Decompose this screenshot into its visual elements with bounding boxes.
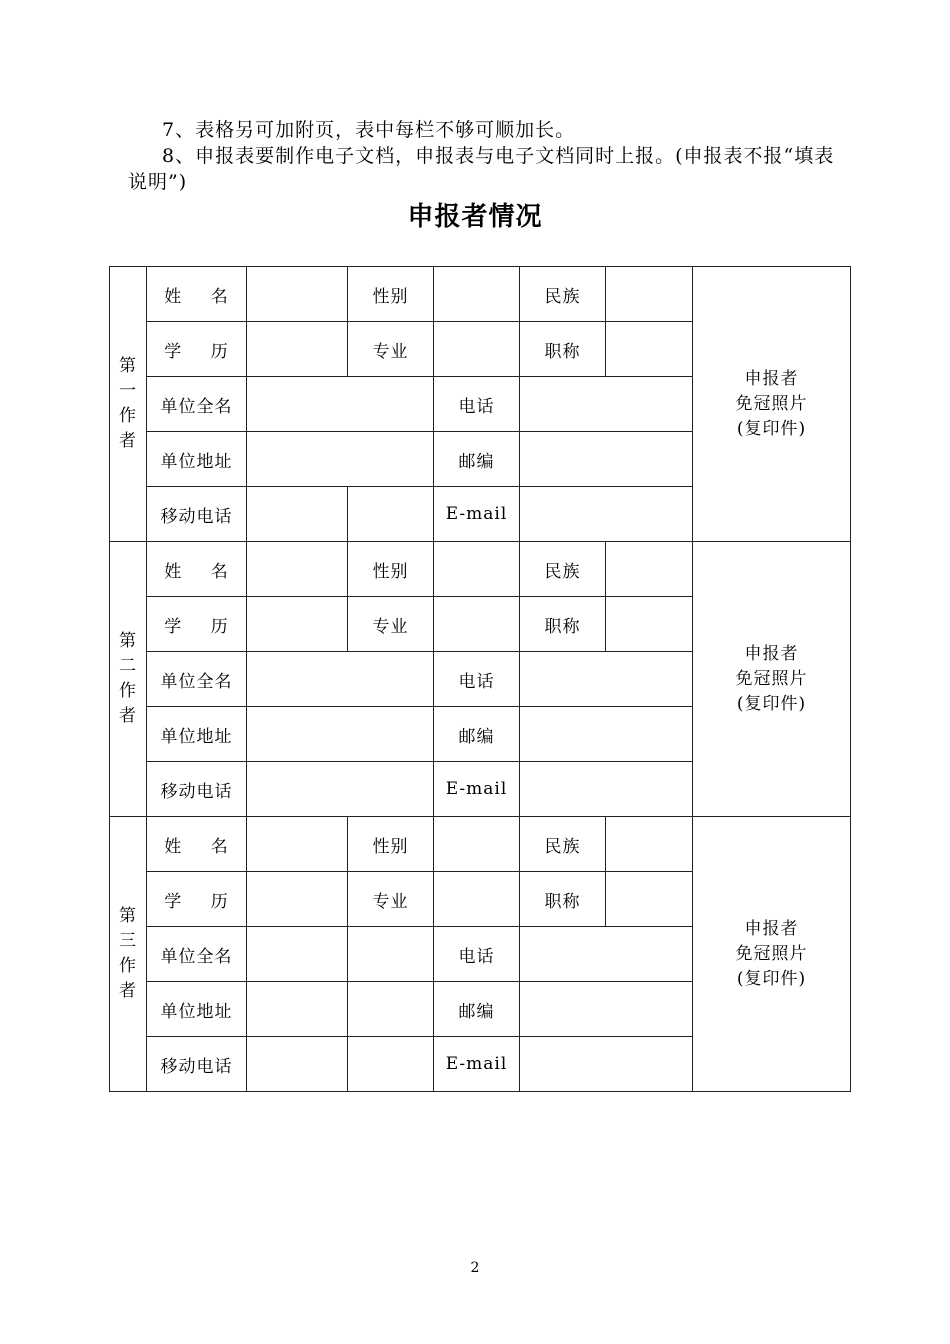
author-2-email-field[interactable] xyxy=(520,762,693,817)
unit-full-name-label: 单位全名 xyxy=(147,927,247,982)
author-3-phone-field[interactable] xyxy=(520,927,693,982)
author-1-unit-field[interactable] xyxy=(247,377,434,432)
author-2-address-field[interactable] xyxy=(247,707,434,762)
author-1-gender-field[interactable] xyxy=(434,267,520,322)
author-1-postcode-field[interactable] xyxy=(520,432,693,487)
note-item-7: 7、表格另可加附页，表中每栏不够可顺加长。 xyxy=(162,119,576,141)
author-1-title-field[interactable] xyxy=(606,322,693,377)
author-1-photo-box[interactable]: 申报者 免冠照片 (复印件) xyxy=(693,267,851,542)
gender-label: 性别 xyxy=(348,267,434,322)
author-1-major-field[interactable] xyxy=(434,322,520,377)
email-label: E-mail xyxy=(434,487,520,542)
author-1-address-field[interactable] xyxy=(247,432,434,487)
email-label: E-mail xyxy=(434,1037,520,1092)
major-label: 专业 xyxy=(348,872,434,927)
unit-address-label: 单位地址 xyxy=(147,982,247,1037)
author-3-label: 第三作者 xyxy=(110,817,147,1092)
education-label: 学 历 xyxy=(147,597,247,652)
author-3-photo-box[interactable]: 申报者 免冠照片 (复印件) xyxy=(693,817,851,1092)
author-2-label: 第二作者 xyxy=(110,542,147,817)
unit-address-label: 单位地址 xyxy=(147,707,247,762)
author-2-photo-box[interactable]: 申报者 免冠照片 (复印件) xyxy=(693,542,851,817)
ethnicity-label: 民族 xyxy=(520,267,606,322)
author-2-phone-field[interactable] xyxy=(520,652,693,707)
author-3-row-name xyxy=(110,817,851,872)
author-2-gender-field[interactable] xyxy=(434,542,520,597)
mobile-label: 移动电话 xyxy=(147,487,247,542)
author-3-mobile-field[interactable] xyxy=(247,1037,348,1092)
author-3-major-field[interactable] xyxy=(434,872,520,927)
author-3-address-field-extra[interactable] xyxy=(348,982,434,1037)
name-label: 姓 名 xyxy=(147,542,247,597)
author-2-education-field[interactable] xyxy=(247,597,348,652)
phone-label: 电话 xyxy=(434,377,520,432)
author-2-mobile-field[interactable] xyxy=(247,762,434,817)
major-label: 专业 xyxy=(348,322,434,377)
author-3-email-field[interactable] xyxy=(520,1037,693,1092)
email-label: E-mail xyxy=(434,762,520,817)
education-label: 学 历 xyxy=(147,872,247,927)
author-1-email-field[interactable] xyxy=(520,487,693,542)
author-1-mobile-field-extra[interactable] xyxy=(348,487,434,542)
author-3-name-field[interactable] xyxy=(247,817,348,872)
ethnicity-label: 民族 xyxy=(520,542,606,597)
author-3-postcode-field[interactable] xyxy=(520,982,693,1037)
author-1-label: 第一作者 xyxy=(110,267,147,542)
author-1-mobile-field[interactable] xyxy=(247,487,348,542)
author-3-education-field[interactable] xyxy=(247,872,348,927)
name-label: 姓 名 xyxy=(147,817,247,872)
title-label: 职称 xyxy=(520,322,606,377)
unit-address-label: 单位地址 xyxy=(147,432,247,487)
education-label: 学 历 xyxy=(147,322,247,377)
author-3-gender-field[interactable] xyxy=(434,817,520,872)
postcode-label: 邮编 xyxy=(434,982,520,1037)
postcode-label: 邮编 xyxy=(434,707,520,762)
name-label: 姓 名 xyxy=(147,267,247,322)
author-2-row-name xyxy=(110,542,851,597)
author-2-postcode-field[interactable] xyxy=(520,707,693,762)
phone-label: 电话 xyxy=(434,652,520,707)
applicant-info-table xyxy=(109,266,851,1092)
note-item-8: 8、申报表要制作电子文档，申报表与电子文档同时上报。(申报表不报“填表说明”) xyxy=(128,145,835,193)
author-3-mobile-field-extra[interactable] xyxy=(348,1037,434,1092)
title-label: 职称 xyxy=(520,597,606,652)
author-3-unit-field-extra[interactable] xyxy=(348,927,434,982)
gender-label: 性别 xyxy=(348,817,434,872)
author-2-unit-field[interactable] xyxy=(247,652,434,707)
author-1-name-field[interactable] xyxy=(247,267,348,322)
author-2-title-field[interactable] xyxy=(606,597,693,652)
author-2-major-field[interactable] xyxy=(434,597,520,652)
page-number: 2 xyxy=(470,1260,480,1276)
mobile-label: 移动电话 xyxy=(147,1037,247,1092)
author-2-ethnicity-field[interactable] xyxy=(606,542,693,597)
mobile-label: 移动电话 xyxy=(147,762,247,817)
postcode-label: 邮编 xyxy=(434,432,520,487)
phone-label: 电话 xyxy=(434,927,520,982)
author-2-name-field[interactable] xyxy=(247,542,348,597)
author-3-address-field[interactable] xyxy=(247,982,348,1037)
gender-label: 性别 xyxy=(348,542,434,597)
unit-full-name-label: 单位全名 xyxy=(147,652,247,707)
author-1-phone-field[interactable] xyxy=(520,377,693,432)
section-title: 申报者情况 xyxy=(407,202,543,232)
author-3-unit-field[interactable] xyxy=(247,927,348,982)
unit-full-name-label: 单位全名 xyxy=(147,377,247,432)
author-1-ethnicity-field[interactable] xyxy=(606,267,693,322)
author-1-education-field[interactable] xyxy=(247,322,348,377)
major-label: 专业 xyxy=(348,597,434,652)
author-1-row-name xyxy=(110,267,851,322)
author-3-title-field[interactable] xyxy=(606,872,693,927)
ethnicity-label: 民族 xyxy=(520,817,606,872)
title-label: 职称 xyxy=(520,872,606,927)
author-3-ethnicity-field[interactable] xyxy=(606,817,693,872)
